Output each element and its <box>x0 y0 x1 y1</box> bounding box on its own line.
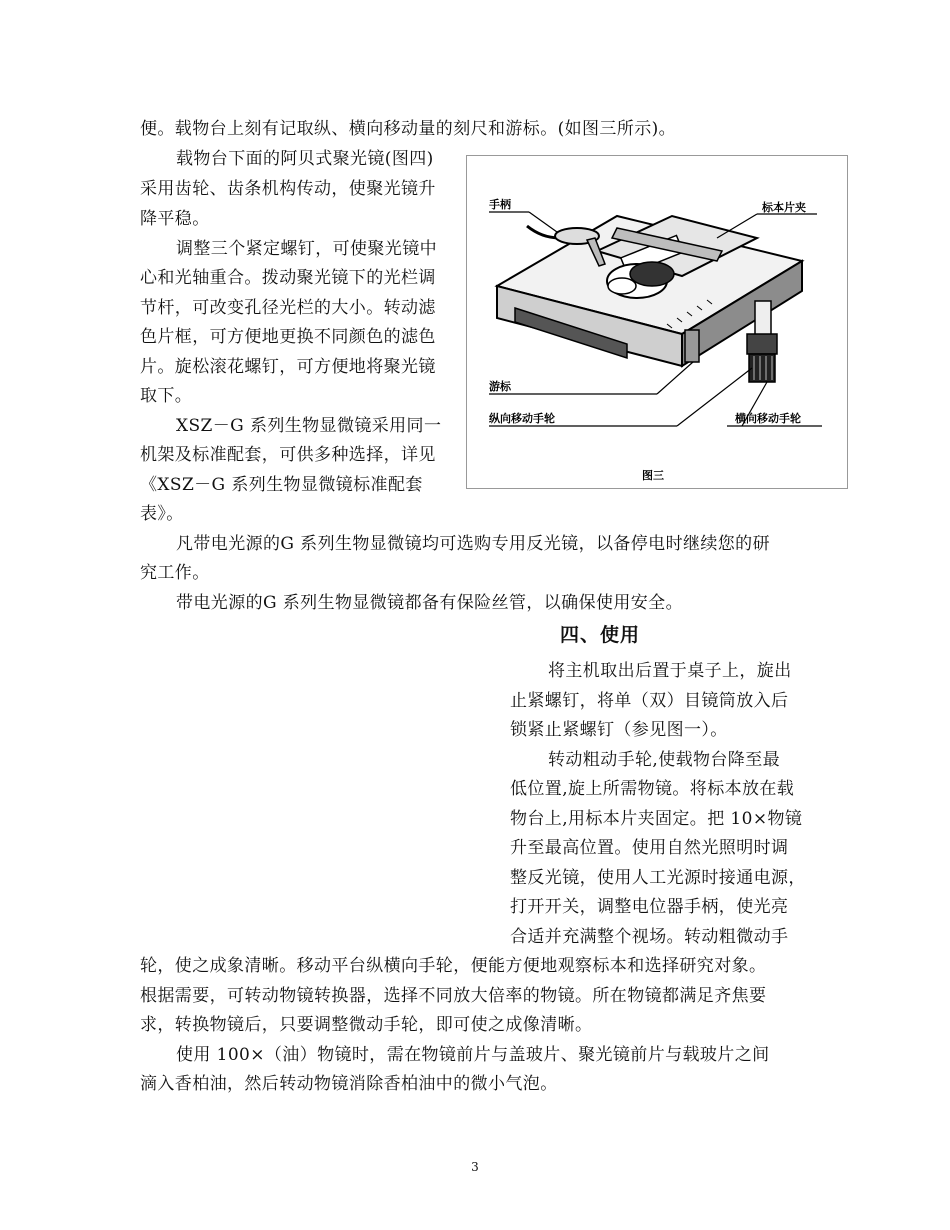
label-vernier: 游标 <box>489 380 511 393</box>
text-line: 合适并充满整个视场。转动粗微动手 <box>510 927 789 947</box>
text-line: 究工作。 <box>140 563 210 583</box>
section-heading: 四、使用 <box>560 624 641 646</box>
text-line: 滴入香柏油，然后转动物镜消除香柏油中的微小气泡。 <box>140 1074 558 1094</box>
stage-illustration <box>467 156 849 490</box>
text-line: 《XSZ－G 系列生物显微镜标准配套 <box>140 475 423 495</box>
text-line: 调整三个紧定螺钉，可使聚光镜中 <box>176 239 437 259</box>
text-line: 机架及标准配套，可供多种选择，详见 <box>140 445 436 465</box>
page-number: 3 <box>471 1160 479 1174</box>
text-line: 物台上,用标本片夹固定。把 10×物镜 <box>510 809 803 829</box>
text-line: 采用齿轮、齿条机构传动，使聚光镜升 <box>140 179 436 199</box>
text-line: 便。载物台上刻有记取纵、横向移动量的刻尺和游标。(如图三所示)。 <box>140 119 677 139</box>
text-line: 使用 100×（油）物镜时，需在物镜前片与盖玻片、聚光镜前片与载玻片之间 <box>176 1045 770 1065</box>
label-specimen-clip: 标本片夹 <box>762 201 806 214</box>
text-line: 转动粗动手轮,使载物台降至最 <box>548 750 781 770</box>
text-line: 片。旋松滚花螺钉，可方便地将聚光镜 <box>140 357 436 377</box>
figure-mechanical-stage <box>466 155 848 489</box>
text-line: 节杆，可改变孔径光栏的大小。转动滤 <box>140 298 436 318</box>
text-line: 轮，使之成象清晰。移动平台纵横向手轮，便能方便地观察标本和选择研究对象。 <box>140 956 767 976</box>
text-line: 色片框，可方便地更换不同颜色的滤色 <box>140 327 436 347</box>
text-line: 凡带电光源的G 系列生物显微镜均可选购专用反光镜，以备停电时继续您的研 <box>176 534 770 554</box>
text-line: 表》。 <box>140 504 184 524</box>
text-line: 求，转换物镜后，只要调整微动手轮，即可使之成像清晰。 <box>140 1015 593 1035</box>
figure-caption: 图三 <box>642 469 664 482</box>
text-line: 心和光轴重合。拨动聚光镜下的光栏调 <box>140 268 436 288</box>
text-line: 升至最高位置。使用自然光照明时调 <box>510 838 789 858</box>
text-line: 打开开关，调整电位器手柄，使光亮 <box>510 897 789 917</box>
text-line: 止紧螺钉，将单（双）目镜筒放入后 <box>510 691 789 711</box>
text-line: 整反光镜，使用人工光源时接通电源， <box>510 868 806 888</box>
text-line: 锁紧止紧螺钉（参见图一）。 <box>510 720 728 740</box>
label-longitudinal-wheel: 纵向移动手轮 <box>489 412 555 425</box>
text-line: 根据需要，可转动物镜转换器，选择不同放大倍率的物镜。所在物镜都满足齐焦要 <box>140 986 767 1006</box>
label-handle: 手柄 <box>489 198 511 211</box>
text-line: 低位置,旋上所需物镜。将标本放在载 <box>510 779 795 799</box>
text-line: 降平稳。 <box>140 209 210 229</box>
text-line: 载物台下面的阿贝式聚光镜(图四) <box>176 149 434 169</box>
text-line: XSZ－G 系列生物显微镜采用同一 <box>176 416 442 436</box>
text-line: 将主机取出后置于桌子上，旋出 <box>548 661 792 681</box>
text-line: 带电光源的G 系列生物显微镜都备有保险丝管，以确保使用安全。 <box>176 593 683 613</box>
text-line: 取下。 <box>140 386 193 406</box>
label-transverse-wheel: 横向移动手轮 <box>735 412 801 425</box>
